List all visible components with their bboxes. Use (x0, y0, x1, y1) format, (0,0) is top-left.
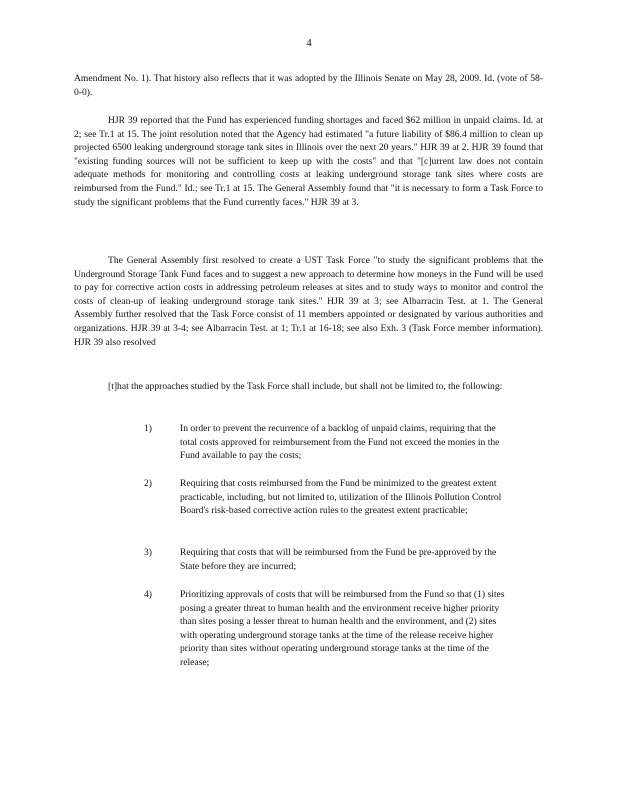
list-item-text: Requiring that costs that will be reimbursed from the Fund be pre-approved by the State before they are incurred; (180, 547, 497, 572)
paragraph-vote-history (74, 72, 543, 99)
page-number: 4 (306, 37, 312, 49)
paragraph-hjr39-findings (74, 114, 543, 209)
paragraph-text: Amendment No. 1). That history also reflects that it was adopted by the Illinois Senate on May 28, 2009. Id. (vote of 58-0-0). (74, 73, 543, 98)
list-item-number: 1) (144, 423, 152, 434)
list-item-number: 2) (144, 478, 152, 489)
list-item-number: 4) (144, 589, 152, 600)
list-item-text: Requiring that costs reimbursed from the Fund be minimized to the greatest extent practicable, including, but not limited to, utilization of the Illinois Pollution Control Board's risk-based corrective action rules to the greatest extent practicable; (180, 478, 502, 517)
paragraph-text: HJR 39 reported that the Fund has experienced funding shortages and faced $62 million in unpaid claims. Id. at 2; see Tr.1 at 15. The joint resolution noted that the Agency had estimated "a future liability of $86.4 million to clean up projected 6500 leaking underground storage tank sites in Illinois over the next 20 years." HJR 39 at 2. HJR 39 found that "existing funding sources will not be sufficient to keep up with the costs" and that "[c]urrent law does not contain adequate methods for monitoring and controlling costs at leaking underground storage tank sites where costs are reimbursed from the Fund." Id.; see Tr.1 at 15. The General Assembly found that "it is necessary to form a Task Force to study the significant problems that the Fund currently faces." HJR 39 at 3. (74, 115, 543, 208)
list-item-text: In order to prevent the recurrence of a backlog of unpaid claims, requiring that the total costs approved for reimbursement from the Fund not exceed the monies in the Fund available to pay the costs; (180, 423, 500, 462)
list-item-number: 3) (144, 547, 152, 558)
paragraph-text: The General Assembly first resolved to create a UST Task Force "to study the significant problems that the Underground Storage Tank Fund faces and to suggest a new approach to determine how moneys in the Fund will be used to pay for corrective action costs in addressing petroleum releases at sites and to study ways to monitor and control the costs of clean-up of leaking underground storage tank sites." HJR 39 at 3; see Albarracin Test. at 1. The General Assembly further resolved that the Task Force consist of 11 members appointed or designated by various authorities and organizations. HJR 39 at 3-4; see Albarracin Test. at 1; Tr.1 at 16-18; see also Exh. 3 (Task Force member information). HJR 39 also resolved (74, 255, 543, 348)
block-quote-intro: [t]hat the approaches studied by the Task Force shall include, but shall not be limited to, the following: (108, 381, 503, 392)
paragraph-task-force (74, 254, 543, 349)
list-item-text: Prioritizing approvals of costs that will be reimbursed from the Fund so that (1) sites posing a greater threat to human health and the environment receive higher priority than sites posing a lesser threat to human health and the environment, and (2) sites with operating underground storage tanks at the time of the release receive higher priority than sites without operating underground storage tanks at the time of the release; (180, 589, 505, 668)
